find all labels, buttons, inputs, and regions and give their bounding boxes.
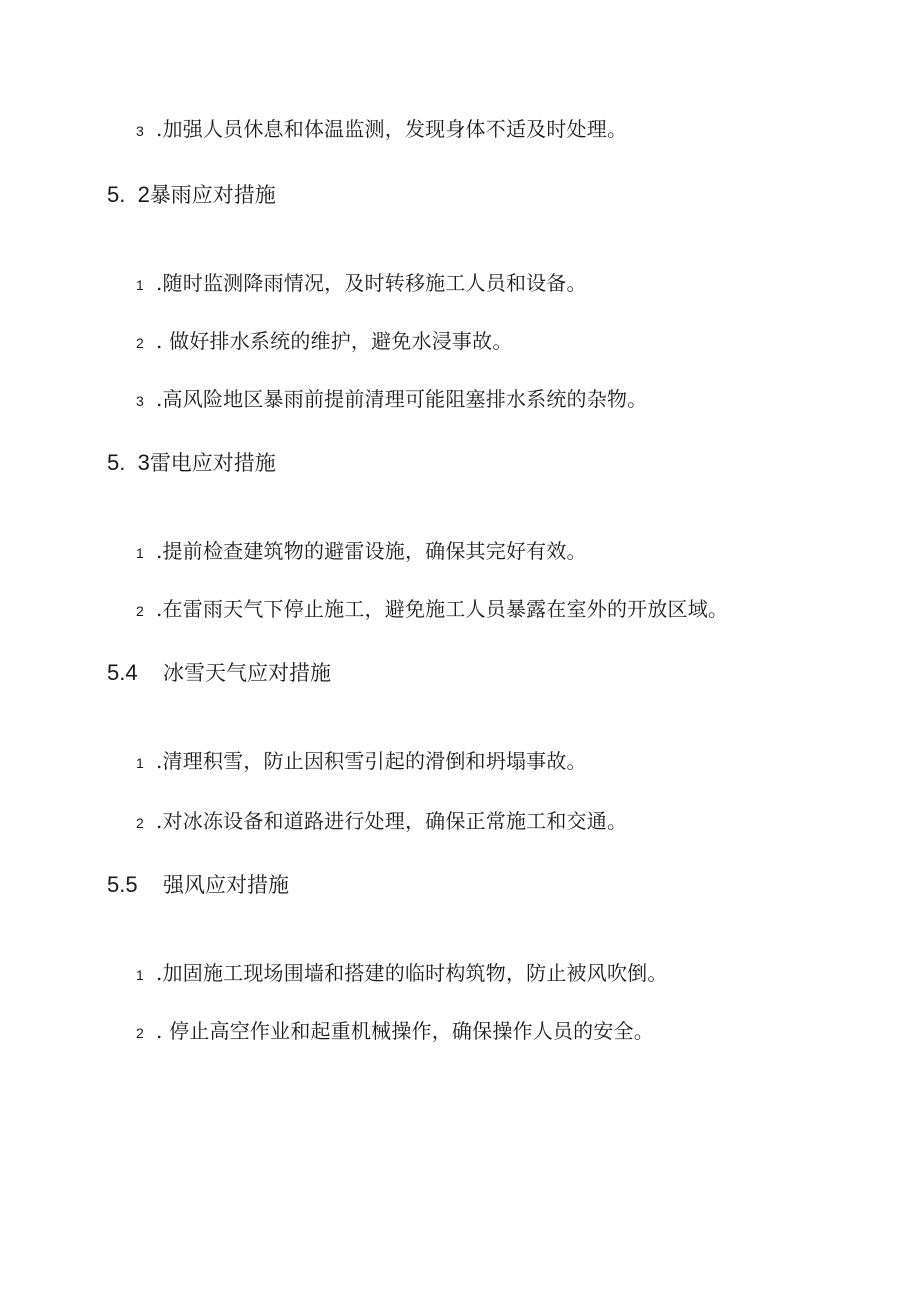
- section-title: 暴雨应对措施: [149, 183, 276, 207]
- item-text: .随时监测降雨情况，及时转移施工人员和设备。: [156, 271, 587, 295]
- list-item: [136, 384, 647, 414]
- section-title: 强风应对措施: [163, 873, 289, 897]
- item-text: .对冰冻设备和道路进行处理，确保正常施工和交通。: [156, 809, 628, 833]
- section-number: 5. 3: [107, 450, 150, 475]
- item-text: .提前检查建筑物的避雷设施，确保其完好有效。: [156, 539, 587, 563]
- item-text: .高风险地区暴雨前提前清理可能阻塞排水系统的杂物。: [156, 387, 648, 411]
- section-heading-5-3: [107, 446, 276, 480]
- section-title: 冰雪天气应对措施: [163, 661, 331, 685]
- list-item: [136, 594, 728, 624]
- item-number: 3: [136, 123, 144, 139]
- list-item: [136, 326, 513, 356]
- item-number: 1: [136, 545, 144, 561]
- item-number: 2: [136, 335, 144, 351]
- section-heading-5-4: [107, 656, 331, 690]
- item-text: .加强人员休息和体温监测，发现身体不适及时处理。: [156, 117, 628, 141]
- section-number: 5. 2: [107, 182, 150, 207]
- item-number: 1: [136, 967, 144, 983]
- item-number: 3: [136, 393, 144, 409]
- section-number: 5.5: [107, 872, 138, 897]
- item-number: 2: [136, 603, 144, 619]
- item-text: .清理积雪，防止因积雪引起的滑倒和坍塌事故。: [156, 749, 587, 773]
- list-item: [136, 806, 627, 836]
- list-item: [136, 114, 627, 144]
- section-title: 雷电应对措施: [149, 451, 276, 475]
- list-item: [136, 1016, 654, 1046]
- section-heading-5-5: [107, 868, 289, 902]
- item-text: .在雷雨天气下停止施工，避免施工人员暴露在室外的开放区域。: [156, 597, 729, 621]
- item-number: 2: [136, 1025, 144, 1041]
- list-item: [136, 746, 587, 776]
- section-number: 5.4: [107, 660, 138, 685]
- list-item: [136, 268, 587, 298]
- item-text: . 做好排水系统的维护，避免水浸事故。: [156, 329, 513, 353]
- list-item: [136, 958, 668, 988]
- section-heading-5-2: [107, 178, 276, 212]
- item-number: 2: [136, 815, 144, 831]
- item-number: 1: [136, 755, 144, 771]
- item-text: . 停止高空作业和起重机械操作，确保操作人员的安全。: [156, 1019, 654, 1043]
- item-number: 1: [136, 277, 144, 293]
- item-text: .加固施工现场围墙和搭建的临时构筑物，防止被风吹倒。: [156, 961, 668, 985]
- list-item: [136, 536, 587, 566]
